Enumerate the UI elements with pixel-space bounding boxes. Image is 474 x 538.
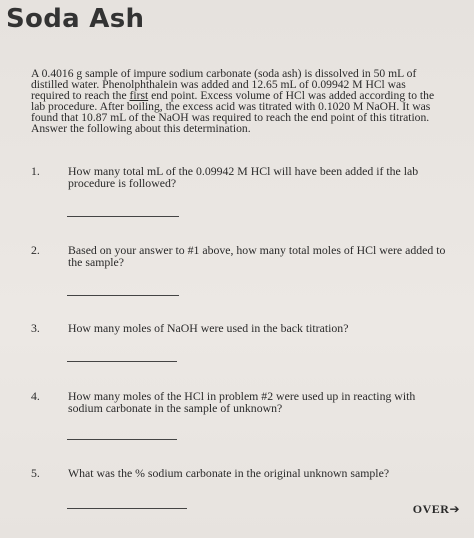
question-number: 5. xyxy=(31,466,40,480)
question-number: 3. xyxy=(31,321,40,335)
intro-line-text: required to reach the first end point. Excess volume of HCl was added according to the xyxy=(31,89,435,102)
question-text xyxy=(68,467,468,479)
question-line: the sample? xyxy=(68,255,125,269)
question-line: Based on your answer to #1 above, how many total moles of HCl were added to xyxy=(68,243,446,257)
question-line: How many total mL of the 0.09942 M HCl will have been added if the lab xyxy=(68,164,419,178)
question-text xyxy=(68,390,468,414)
question-line: procedure is followed? xyxy=(68,176,177,190)
answer-blank-2[interactable] xyxy=(67,295,179,296)
question-line: How many moles of NaOH were used in the back titration? xyxy=(68,321,349,335)
question-line: How many moles of the HCl in problem #2 were used up in reacting with xyxy=(68,389,416,403)
question-line: sodium carbonate in the sample of unknown? xyxy=(68,401,283,415)
page-title: Soda Ash xyxy=(6,4,145,34)
intro-line: distilled water. Phenolphthalein was added and 12.65 mL of 0.09942 M HCl was xyxy=(31,78,406,91)
over-label: OVER xyxy=(412,502,450,516)
intro-line: Answer the following about this determination. xyxy=(31,122,251,135)
question-number: 4. xyxy=(31,389,40,403)
question-number: 1. xyxy=(31,164,40,178)
intro-line: found that 10.87 mL of the NaOH was required to reach the end point of this titration. xyxy=(31,111,430,124)
intro-line: lab procedure. After boiling, the excess acid was titrated with 0.1020 M NaOH. It was xyxy=(31,100,431,113)
intro-paragraph xyxy=(31,68,471,134)
answer-blank-1[interactable] xyxy=(67,216,179,217)
question-text xyxy=(68,244,468,268)
answer-blank-5[interactable] xyxy=(67,508,187,509)
arrow-right-icon: ➔ xyxy=(449,502,460,516)
question-line: What was the % sodium carbonate in the original unknown sample? xyxy=(68,466,390,480)
underlined-word: first xyxy=(129,89,149,102)
question-number: 2. xyxy=(31,243,40,257)
intro-line: A 0.4016 g sample of impure sodium carbonate (soda ash) is dissolved in 50 mL of xyxy=(31,67,417,80)
over-indicator xyxy=(413,502,460,517)
question-text xyxy=(68,165,468,189)
question-text xyxy=(68,322,468,334)
answer-blank-3[interactable] xyxy=(67,361,177,362)
answer-blank-4[interactable] xyxy=(67,439,177,440)
